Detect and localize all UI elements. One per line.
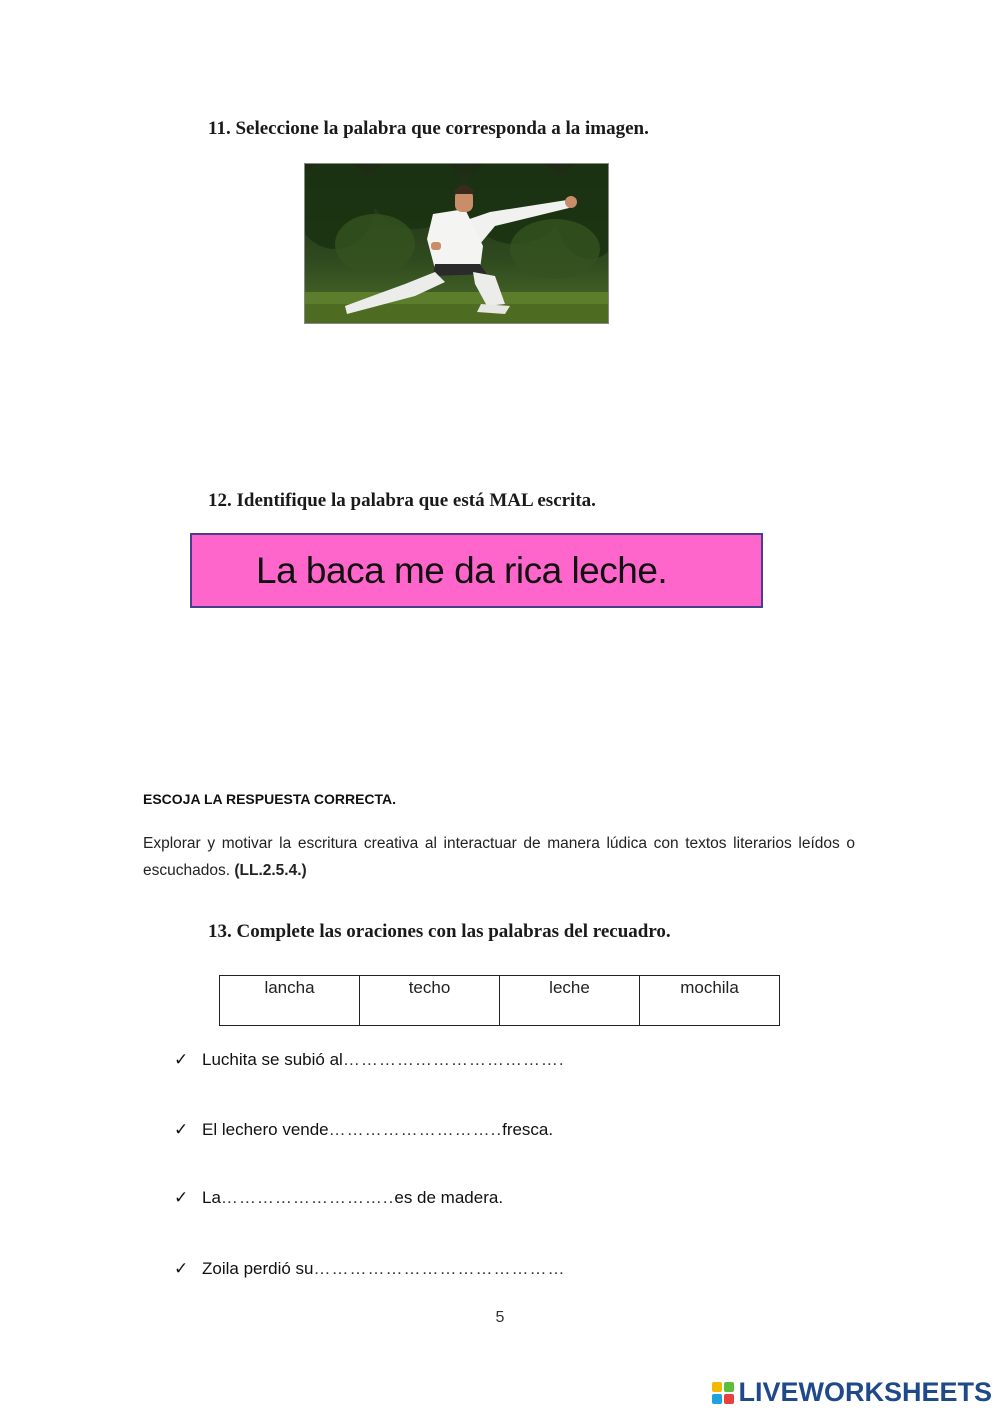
sentence-item-1	[174, 1050, 565, 1070]
word-cell: mochila	[640, 976, 780, 1026]
section-heading: ESCOJA LA RESPUESTA CORRECTA.	[143, 791, 397, 807]
sentence-item-3	[174, 1188, 503, 1208]
sentence-after: es de madera.	[394, 1188, 504, 1207]
logo-text: LIVEWORKSHEETS	[738, 1377, 992, 1407]
misspelled-sentence[interactable]: La baca me da rica leche.	[256, 549, 668, 591]
misspelled-sentence-box	[190, 533, 763, 608]
sentence-before: La	[202, 1188, 221, 1207]
check-icon: ✓	[174, 1050, 189, 1070]
question-12-title: 12. Identifique la palabra que está MAL escrita.	[208, 490, 596, 511]
logo-tile-l	[712, 1382, 722, 1392]
answer-blank[interactable]: ………………………..	[220, 1188, 395, 1207]
check-icon: ✓	[174, 1188, 189, 1208]
sentence-item-4	[174, 1259, 566, 1279]
word-cell: leche	[500, 976, 640, 1026]
liveworksheets-logo	[712, 1377, 992, 1408]
logo-tile-e	[724, 1394, 734, 1404]
answer-blank[interactable]: ……………………………….	[342, 1050, 565, 1069]
question-11-title: 11. Seleccione la palabra que corresponda a la imagen.	[208, 118, 649, 139]
word-cell: techo	[360, 976, 500, 1026]
logo-tile-i	[724, 1382, 734, 1392]
karate-man-image	[305, 164, 608, 323]
check-icon: ✓	[174, 1120, 189, 1140]
sentence-item-2	[174, 1120, 553, 1140]
skill-code: (LL.2.5.4.)	[234, 862, 307, 879]
page-number: 5	[495, 1309, 505, 1326]
sentence-before: Zoila perdió su	[202, 1259, 314, 1278]
check-icon: ✓	[174, 1259, 189, 1279]
answer-blank[interactable]: ……………………………………	[313, 1259, 566, 1278]
logo-tile-v	[712, 1394, 722, 1404]
karate-photo	[304, 163, 609, 324]
sentence-after: fresca.	[502, 1120, 554, 1139]
question-13-title: 13. Complete las oraciones con las palabras del recuadro.	[208, 921, 671, 942]
sentence-before: Luchita se subió al	[202, 1050, 343, 1069]
logo-icon	[712, 1382, 734, 1404]
section-description	[143, 830, 855, 884]
word-cell: lancha	[220, 976, 360, 1026]
sentence-before: El lechero vende	[202, 1120, 329, 1139]
description-text: Explorar y motivar la escritura creativa al interactuar de manera lúdica con textos literarios leídos o escuchados.	[143, 835, 855, 879]
answer-blank[interactable]: ………………………..	[328, 1120, 503, 1139]
word-box-table	[219, 975, 780, 1026]
